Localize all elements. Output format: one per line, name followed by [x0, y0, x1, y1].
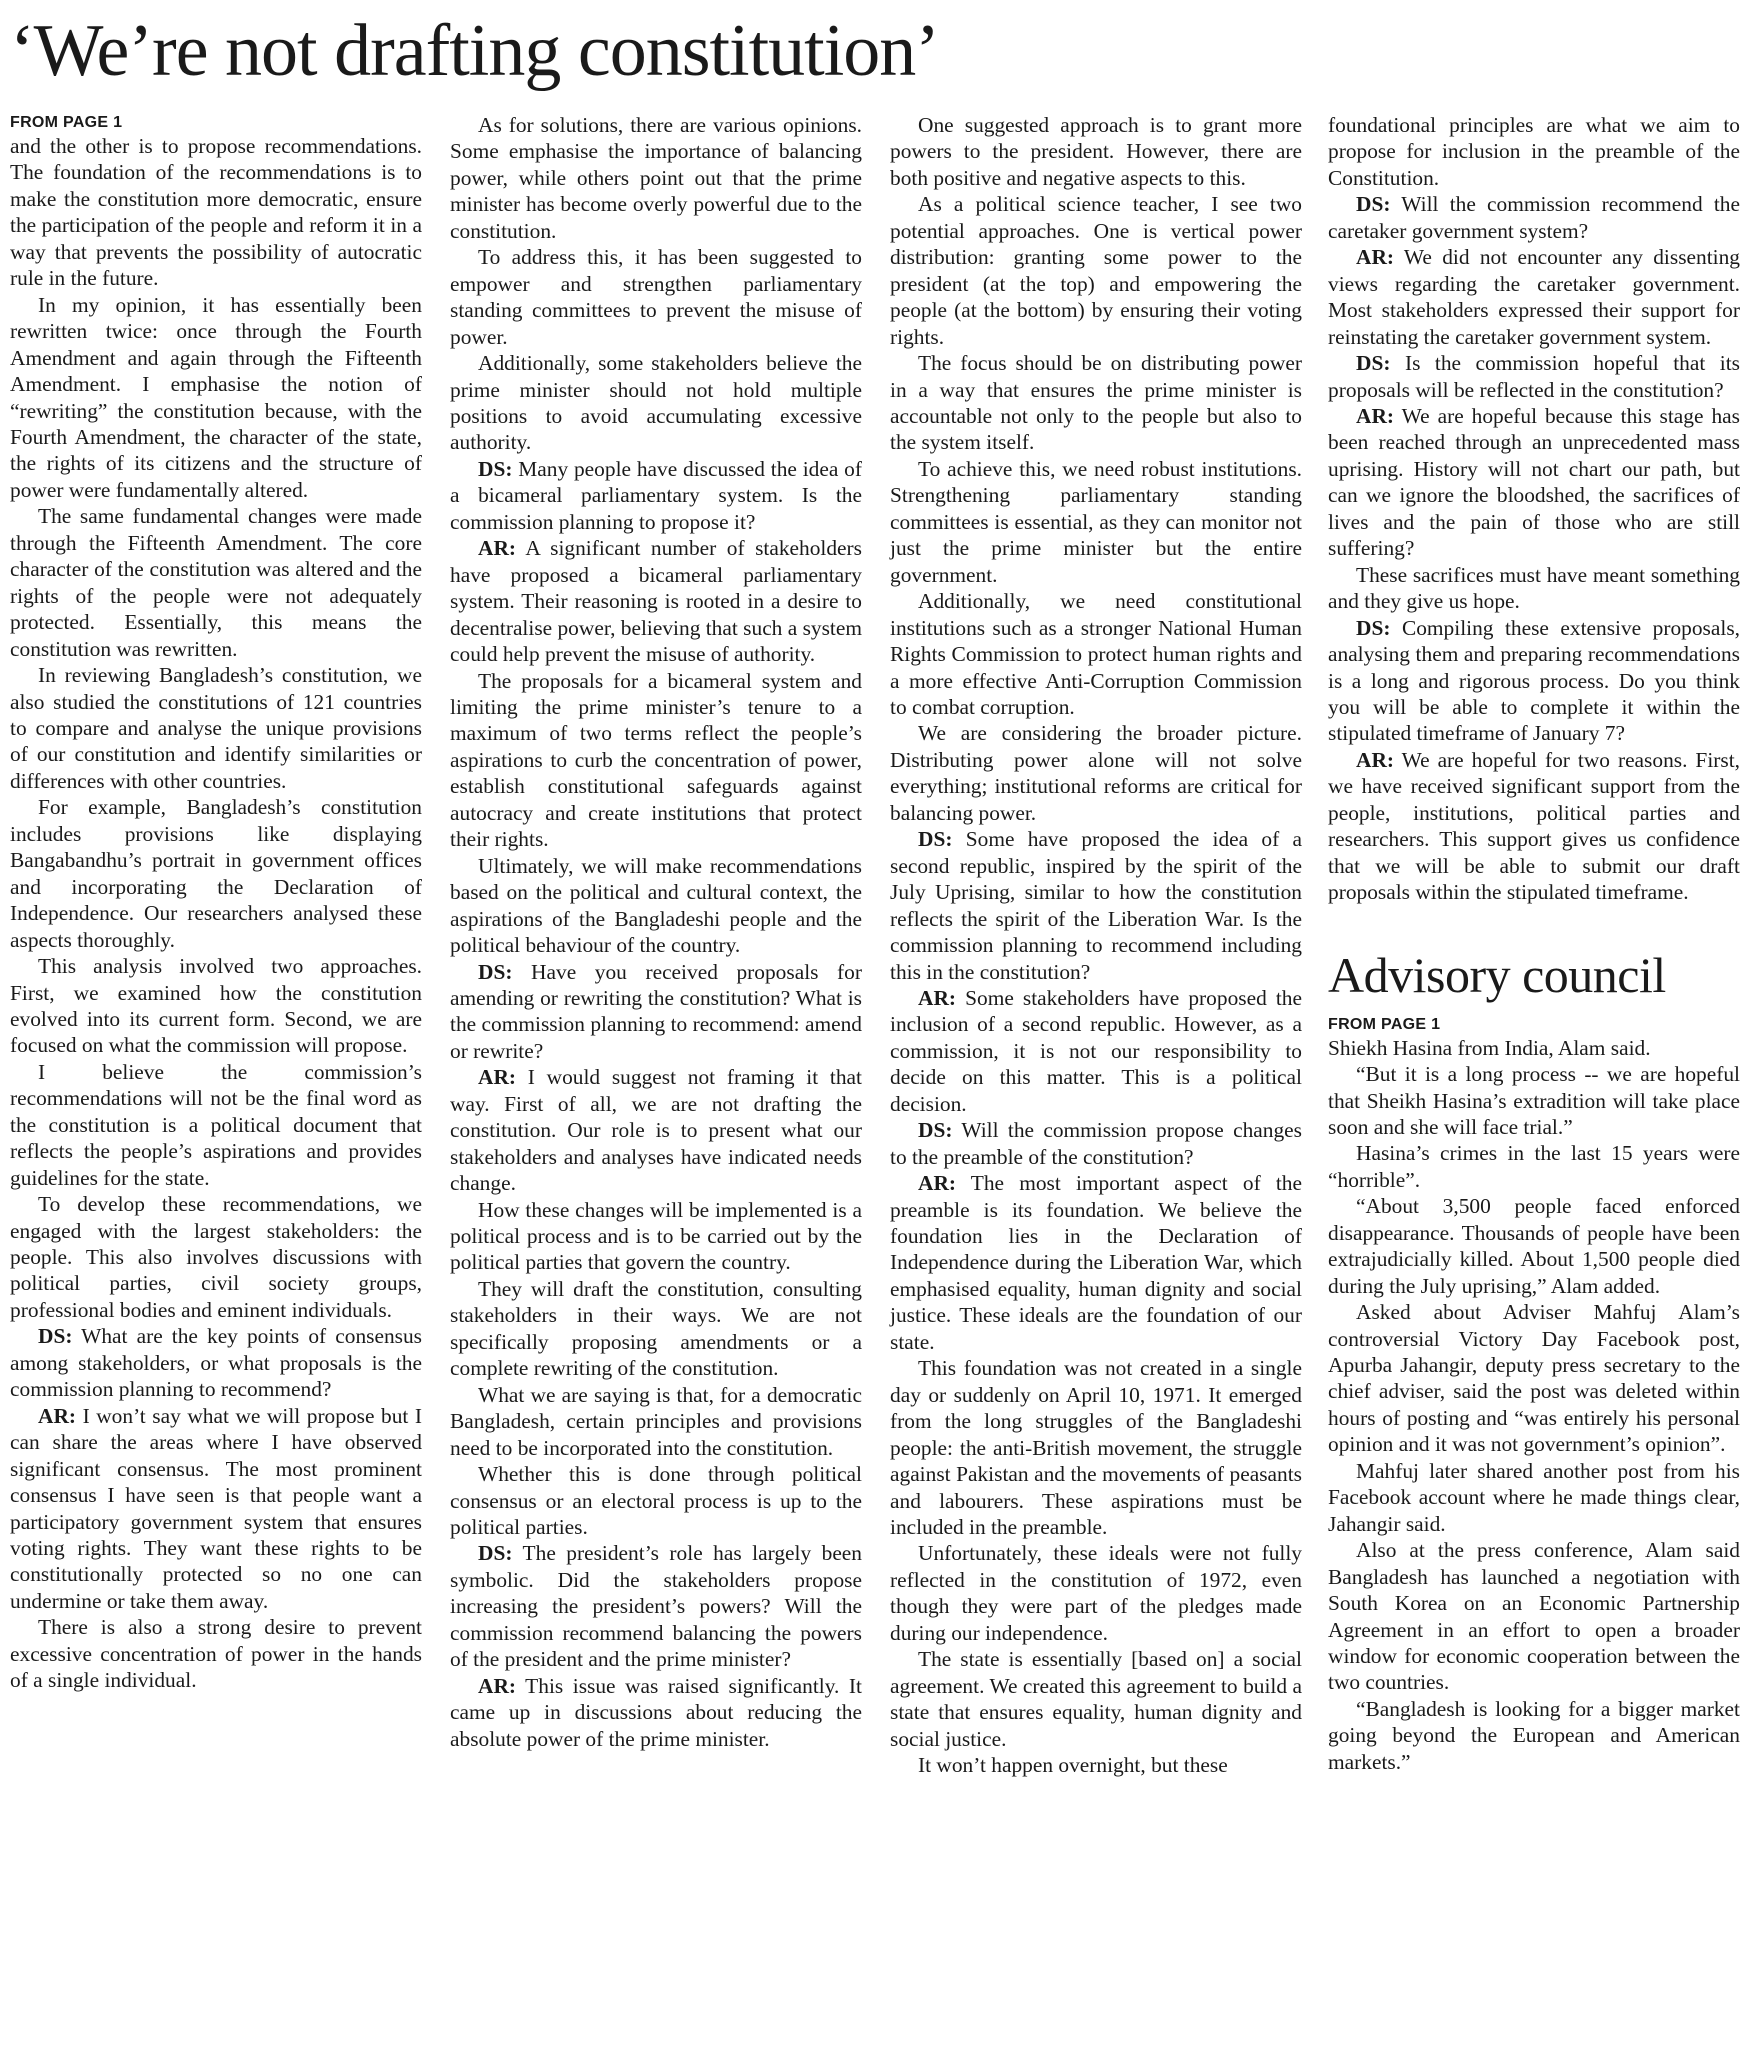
paragraph-text: What we are saying is that, for a democratic Bangladesh, certain principles and provisions need to be incorporated into the constitution. [450, 1382, 862, 1460]
paragraph-text: Is the commission hopeful that its proposals will be reflected in the constitution? [1328, 351, 1740, 402]
paragraph [450, 959, 862, 1065]
paragraph [1328, 191, 1740, 244]
paragraph [450, 112, 862, 244]
speaker-label: DS: [478, 1541, 513, 1566]
paragraph [10, 794, 422, 953]
speaker-label: AR: [918, 1171, 957, 1196]
paragraph [450, 668, 862, 853]
paragraph-text: Ultimately, we will make recommendations based on the political and cultural context, the aspirations of the Bangladeshi people and the political behaviour of the country. [450, 853, 862, 958]
paragraph [890, 112, 1302, 191]
paragraph [890, 1540, 1302, 1646]
paragraph-text: In my opinion, it has essentially been rewritten twice: once through the Fourth Amendment and again through the Fifteenth Amendment. I emphasise the notion of “rewriting” the constitution because, with the Fourth Amendment, the character of the state, the rights of its citizens and the structure of power were fundamentally altered. [10, 292, 422, 502]
paragraph [1328, 403, 1740, 562]
speaker-label: AR: [1356, 747, 1395, 772]
paragraph-text: In reviewing Bangladesh’s constitution, we also studied the constitutions of 121 countries to compare and analyse the unique provisions of our constitution and identify similarities or differences with other countries. [10, 663, 422, 793]
paragraph-text: A significant number of stakeholders have proposed a bicameral parliamentary system. Their reasoning is rooted in a desire to decentralise power, believing that such a system could help prevent the misuse of authority. [450, 536, 862, 667]
second-article-paragraphs [1328, 1035, 1740, 1776]
speaker-label: DS: [1356, 351, 1391, 376]
paragraph-text: As for solutions, there are various opinions. Some emphasise the importance of balancing power, while others point out that the prime minister has become overly powerful due to the constitution. [450, 113, 862, 243]
paragraph-text: “But it is a long process -- we are hopeful that Sheikh Hasina’s extradition will take place soon and she will face trial.” [1328, 1062, 1740, 1139]
paragraph [1328, 1061, 1740, 1140]
speaker-label: AR: [1356, 245, 1395, 270]
paragraph [1328, 350, 1740, 403]
paragraph-text: Many people have discussed the idea of a bicameral parliamentary system. Is the commission planning to propose it? [450, 456, 862, 534]
paragraph [1328, 1537, 1740, 1696]
paragraph [890, 456, 1302, 588]
second-article-headline: Advisory council [1328, 946, 1666, 1003]
paragraph-text: The most important aspect of the preamble is its foundation. We believe the foundation lies in the Declaration of Independence during the Liberation War, which emphasised equality, human dignity and social justice. These ideals are the foundation of our state. [890, 1171, 1302, 1354]
paragraph-text: For example, Bangladesh’s constitution includes provisions like displaying Bangabandhu’s portrait in government offices and incorporating the Declaration of Independence. Our researchers analysed these aspects thoroughly. [10, 795, 422, 952]
paragraph [450, 1673, 862, 1752]
paragraph-text: They will draft the constitution, consulting stakeholders in their ways. We are not specifically proposing amendments or a complete rewriting of the constitution. [450, 1276, 862, 1381]
paragraph-text: The focus should be on distributing power in a way that ensures the prime minister is accountable not only to the people but also to the system itself. [890, 351, 1302, 455]
paragraph-text: It won’t happen overnight, but these [918, 1753, 1228, 1778]
paragraph-text: and the other is to propose recommendations. The foundation of the recommendations is to make the constitution more democratic, ensure the participation of the people and reform it in a way that prevents the possibility of autocratic rule in the future. [10, 134, 422, 291]
paragraph-text: One suggested approach is to grant more powers to the president. However, there are both positive and negative aspects to this. [890, 113, 1302, 190]
paragraph-text: We are hopeful because this stage has been reached through an unprecedented mass uprising. History will not chart our path, but can we ignore the bloodshed, the sacrifices of lives and the pain of those who are still suffering? [1328, 403, 1740, 561]
paragraph [10, 1191, 422, 1323]
paragraph-text: Additionally, we need constitutional institutions such as a stronger National Human Rights Commission to protect human rights and a more effective Anti-Corruption Commission to combat corruption. [890, 589, 1302, 719]
column-paragraphs [10, 133, 422, 1694]
paragraph [10, 953, 422, 1059]
paragraph-text: Unfortunately, these ideals were not fully reflected in the constitution of 1972, even though they were part of the pledges made during our independence. [890, 1541, 1302, 1645]
paragraph [450, 350, 862, 456]
article-column-1 [10, 112, 422, 1694]
paragraph [10, 133, 422, 292]
paragraph-text: Also at the press conference, Alam said Bangladesh has launched a negotiation with South Korea on an Economic Partnership Agreement in an effort to open a broader window for economic cooperation between the two countries. [1328, 1538, 1740, 1695]
from-page-label: FROM PAGE 1 [10, 114, 123, 131]
paragraph [1328, 562, 1740, 615]
paragraph [890, 720, 1302, 826]
paragraph [1328, 1193, 1740, 1299]
paragraph-text: How these changes will be implemented is a political process and is to be carried out by the political parties that govern the country. [450, 1197, 862, 1275]
paragraph-text: “About 3,500 people faced enforced disappearance. Thousands of people have been extrajudicially killed. About 1,500 people died during the July uprising,” Alam added. [1328, 1194, 1740, 1298]
paragraph-text: This foundation was not created in a single day or suddenly on April 10, 1971. It emerged from the long struggles of the Bangladeshi people: the anti-British movement, the struggle against Pakistan and the movements of peasants and labourers. These aspirations must be included in the preamble. [890, 1356, 1302, 1540]
paragraph [890, 1646, 1302, 1752]
speaker-label: DS: [918, 827, 953, 852]
paragraph-text: These sacrifices must have meant something and they give us hope. [1328, 562, 1740, 614]
paragraph-text: This analysis involved two approaches. First, we examined how the constitution evolved into its current form. Second, we are focused on what the commission will propose. [10, 954, 422, 1058]
speaker-label: AR: [38, 1403, 77, 1428]
paragraph [1328, 244, 1740, 350]
paragraph-text: I would suggest not framing it that way. First of all, we are not drafting the constitution. Our role is to present what our stakeholders and analyses have indicated needs change. [450, 1065, 862, 1196]
second-article-from-page-label: FROM PAGE 1 [1328, 1015, 1441, 1033]
paragraph [890, 1752, 1302, 1778]
column-paragraphs [1328, 112, 1740, 906]
paragraph [1328, 112, 1740, 191]
paragraph-text: Additionally, some stakeholders believe the prime minister should not hold multiple positions to avoid accumulating excessive authority. [450, 351, 862, 455]
paragraph-text: To develop these recommendations, we engaged with the largest stakeholders: the people. This also involves discussions with political parties, civil society groups, professional bodies and eminent individuals. [10, 1192, 422, 1322]
speaker-label: AR: [1356, 403, 1395, 428]
paragraph-text: To achieve this, we need robust institutions. Strengthening parliamentary standing committees is essential, as they can monitor not just the prime minister but the entire government. [890, 456, 1302, 587]
speaker-label: AR: [478, 1065, 517, 1090]
column-paragraphs [450, 112, 862, 1752]
speaker-label: DS: [38, 1324, 73, 1349]
paragraph [890, 826, 1302, 985]
paragraph [1328, 1035, 1740, 1061]
paragraph [450, 1064, 862, 1196]
paragraph-text: Whether this is done through political consensus or an electoral process is up to the political parties. [450, 1462, 862, 1540]
headline: ‘We’re not drafting constitution’ [10, 10, 939, 92]
speaker-label: AR: [918, 985, 957, 1010]
paragraph-text: Shiekh Hasina from India, Alam said. [1328, 1035, 1651, 1060]
paragraph [450, 535, 862, 667]
paragraph-text: We are hopeful for two reasons. First, we have received significant support from the people, institutions, political parties and researchers. This support gives us confidence that we will be able to submit our draft proposals within the stipulated timeframe. [1328, 747, 1740, 905]
paragraph-text: We did not encounter any dissenting views regarding the caretaker government. Most stakeholders expressed their support for reinstating the caretaker government system. [1328, 245, 1740, 349]
paragraph [890, 1170, 1302, 1355]
paragraph [450, 853, 862, 959]
paragraph [450, 1197, 862, 1276]
paragraph-text: We are considering the broader picture. Distributing power alone will not solve everything; institutional reforms are critical for balancing power. [890, 721, 1302, 825]
paragraph [1328, 1458, 1740, 1537]
speaker-label: AR: [478, 536, 517, 561]
paragraph [450, 1382, 862, 1461]
speaker-label: DS: [918, 1118, 953, 1143]
paragraph [890, 350, 1302, 456]
paragraph [10, 292, 422, 504]
paragraph [1328, 615, 1740, 747]
paragraph-text: Mahfuj later shared another post from his Facebook account where he made things clear, Jahangir said. [1328, 1458, 1740, 1536]
paragraph [1328, 1299, 1740, 1458]
paragraph [890, 1355, 1302, 1540]
paragraph [10, 662, 422, 794]
paragraph-text: I won’t say what we will propose but I can share the areas where I have observed significant consensus. The most prominent consensus I have seen is that people want a participatory government system that ensures voting rights. They want these rights to be constitutionally protected so no one can undermine or take them away. [10, 1403, 422, 1613]
paragraph-text: The president’s role has largely been symbolic. Did the stakeholders propose increasing the president’s powers? Will the commission recommend balancing the powers of the president and the prime minister? [450, 1541, 862, 1672]
paragraph [450, 1276, 862, 1382]
paragraph [450, 456, 862, 535]
speaker-label: DS: [478, 456, 513, 481]
paragraph [10, 1614, 422, 1693]
paragraph-text: What are the key points of consensus among stakeholders, or what proposals is the commission planning to recommend? [10, 1324, 422, 1402]
speaker-label: DS: [478, 959, 513, 984]
paragraph [10, 1403, 422, 1615]
speaker-label: DS: [1356, 615, 1391, 640]
paragraph-text: Will the commission recommend the caretaker government system? [1328, 192, 1740, 243]
paragraph-text: Will the commission propose changes to the preamble of the constitution? [890, 1118, 1302, 1169]
paragraph [890, 1117, 1302, 1170]
paragraph-text: Some have proposed the idea of a second republic, inspired by the spirit of the July Uprising, similar to how the constitution reflects the spirit of the Liberation War. Is the commission planning to recommend including this in the constitution? [890, 827, 1302, 984]
paragraph-text: Asked about Adviser Mahfuj Alam’s controversial Victory Day Facebook post, Apurba Jahangir, deputy press secretary to the chief adviser, said the post was deleted within hours of posting and “was entirely his personal opinion and it was not government’s opinion”. [1328, 1300, 1740, 1457]
paragraph-text: Some stakeholders have proposed the inclusion of a second republic. However, as a commission, it is not our responsibility to decide on this matter. This is a political decision. [890, 985, 1302, 1116]
paragraph-text: I believe the commission’s recommendations will not be the final word as the constitution is a political document that reflects the people’s aspirations and provides guidelines for the state. [10, 1059, 422, 1190]
paragraph-text: “Bangladesh is looking for a bigger market going beyond the European and American markets.” [1328, 1696, 1740, 1774]
paragraph-text: The state is essentially [based on] a social agreement. We created this agreement to build a state that ensures equality, human dignity and social justice. [890, 1647, 1302, 1751]
paragraph [1328, 1696, 1740, 1775]
article-column-4 [1328, 112, 1740, 1775]
paragraph [10, 1323, 422, 1402]
paragraph-text: Hasina’s crimes in the last 15 years were “horrible”. [1328, 1141, 1740, 1192]
paragraph [450, 1540, 862, 1672]
paragraph [10, 1059, 422, 1191]
paragraph-text: Have you received proposals for amending or rewriting the constitution? What is the commission planning to recommend: amend or rewrite? [450, 959, 862, 1063]
paragraph-text: As a political science teacher, I see two potential approaches. One is vertical power distribution: granting some power to the president (at the top) and empowering the people (at the bottom) by ensuring their voting rights. [890, 192, 1302, 349]
paragraph [450, 244, 862, 350]
paragraph [890, 191, 1302, 350]
paragraph-text: Compiling these extensive proposals, analysing them and preparing recommendations is a long and rigorous process. Do you think you will be able to complete it within the stipulated timeframe of January 7? [1328, 615, 1740, 746]
paragraph [450, 1461, 862, 1540]
paragraph-text: The same fundamental changes were made through the Fifteenth Amendment. The core character of the constitution was altered and the rights of the people were not adequately protected. Essentially, this means the constitution was rewritten. [10, 504, 422, 661]
paragraph-text: The proposals for a bicameral system and limiting the prime minister’s tenure to a maximum of two terms reflect the people’s aspirations to curb the concentration of power, establish constitutional safeguards against autocracy and create institutions that protect their rights. [450, 668, 862, 852]
paragraph-text: There is also a strong desire to prevent excessive concentration of power in the hands of a single individual. [10, 1615, 422, 1693]
column-paragraphs [890, 112, 1302, 1779]
article-column-2 [450, 112, 862, 1752]
paragraph-text: This issue was raised significantly. It came up in discussions about reducing the absolute power of the prime minister. [450, 1673, 862, 1751]
article-column-3 [890, 112, 1302, 1779]
paragraph [890, 985, 1302, 1117]
paragraph [1328, 747, 1740, 906]
paragraph [1328, 1140, 1740, 1193]
speaker-label: AR: [478, 1673, 517, 1698]
paragraph-text: To address this, it has been suggested to empower and strengthen parliamentary standing committees to prevent the misuse of power. [450, 245, 862, 349]
speaker-label: DS: [1356, 192, 1391, 217]
paragraph-text: foundational principles are what we aim to propose for inclusion in the preamble of the Constitution. [1328, 113, 1740, 190]
paragraph [890, 588, 1302, 720]
paragraph [10, 503, 422, 662]
